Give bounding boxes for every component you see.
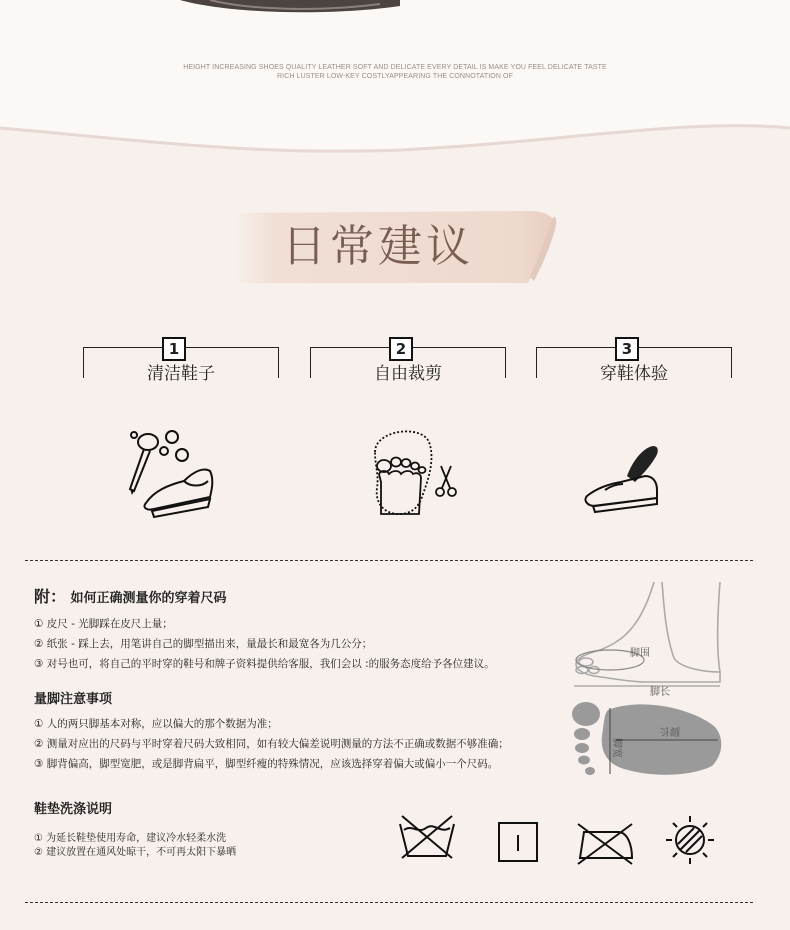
tip-clean-shoes: [83, 335, 279, 384]
tip-label: 清洁鞋子: [147, 364, 215, 384]
no-direct-sunlight-icon: [664, 814, 716, 866]
drip-dry-icon: [497, 821, 539, 863]
divider-top: [25, 560, 753, 561]
foot-circumference-label: 脚围: [630, 648, 650, 659]
section-title-banner: [228, 207, 560, 287]
wash-title: 鞋垫洗涤说明: [34, 802, 113, 817]
notes-item-3: ③ 脚背偏高，脚型宽肥，或是脚背扁平，脚型纤瘦的特殊情况，应该选择穿着偏大或偏小一个尺码。: [34, 758, 499, 770]
tip-free-cutting: [310, 335, 506, 384]
foot-length-label: 脚长: [650, 687, 670, 696]
tip-number: 1: [162, 337, 186, 361]
section-title: 日常建议: [282, 221, 474, 272]
foot-length-label-footprint: 脚长: [660, 725, 680, 736]
shoe-with-insole-icon: [583, 440, 663, 515]
divider-bottom: [25, 902, 753, 903]
measure-step-3: ③ 对号也可，将自己的平时穿的鞋号和牌子资料提供给客服，我们会以 :的服务态度给予各位建议。: [34, 658, 495, 670]
insole-scissors-icon: [365, 422, 463, 517]
foot-side-diagram: [570, 578, 730, 696]
tagline-line-1: HEIGHT INCREASING SHOES QUALITY LEATHER SOFT AND DELICATE EVERY DETAIL IS MAKE YOU FEEL DELICATE TASTE: [183, 64, 607, 71]
wash-item-1: ① 为延长鞋垫使用寿命，建议冷水轻柔水洗: [34, 833, 227, 844]
do-not-wash-icon: [396, 812, 458, 862]
do-not-iron-icon: [574, 820, 636, 866]
measure-step-2: ② 纸张 - 踩上去，用笔讲自己的脚型描出来，量最长和最宽各为几公分；: [34, 638, 373, 650]
footprint-diagram: [568, 696, 728, 780]
foot-width-label: 脚宽: [611, 738, 622, 758]
shoe-cleaning-icon: [124, 425, 224, 520]
header-wave-band: [0, 0, 790, 160]
notes-title: 量脚注意事项: [34, 692, 113, 707]
notes-item-2: ② 测量对应出的尺码与平时穿着尺码大致相同，如有较大偏差说明测量的方法不正确或数据不够准确；: [34, 738, 509, 750]
measure-title: [34, 584, 227, 607]
tagline-line-2: RICH LUSTER LOW-KEY COSTLYAPPEARING THE CONNOTATION OF: [277, 73, 513, 80]
tip-label: 穿鞋体验: [600, 364, 668, 384]
tip-wearing-experience: [536, 335, 732, 384]
tip-number: 2: [389, 337, 413, 361]
measure-step-1: ① 皮尺 - 光脚踩在皮尺上量；: [34, 618, 173, 630]
notes-item-1: ① 人的两只脚基本对称，应以偏大的那个数据为准；: [34, 718, 278, 730]
tip-label: 自由裁剪: [374, 364, 442, 384]
wash-item-2: ② 建议放置在通风处晾干，不可再太阳下暴晒: [34, 847, 237, 858]
tip-number: 3: [615, 337, 639, 361]
measure-title-text: 如何正确测量你的穿着尺码: [70, 591, 227, 606]
measure-title-prefix: 附：: [34, 587, 67, 606]
